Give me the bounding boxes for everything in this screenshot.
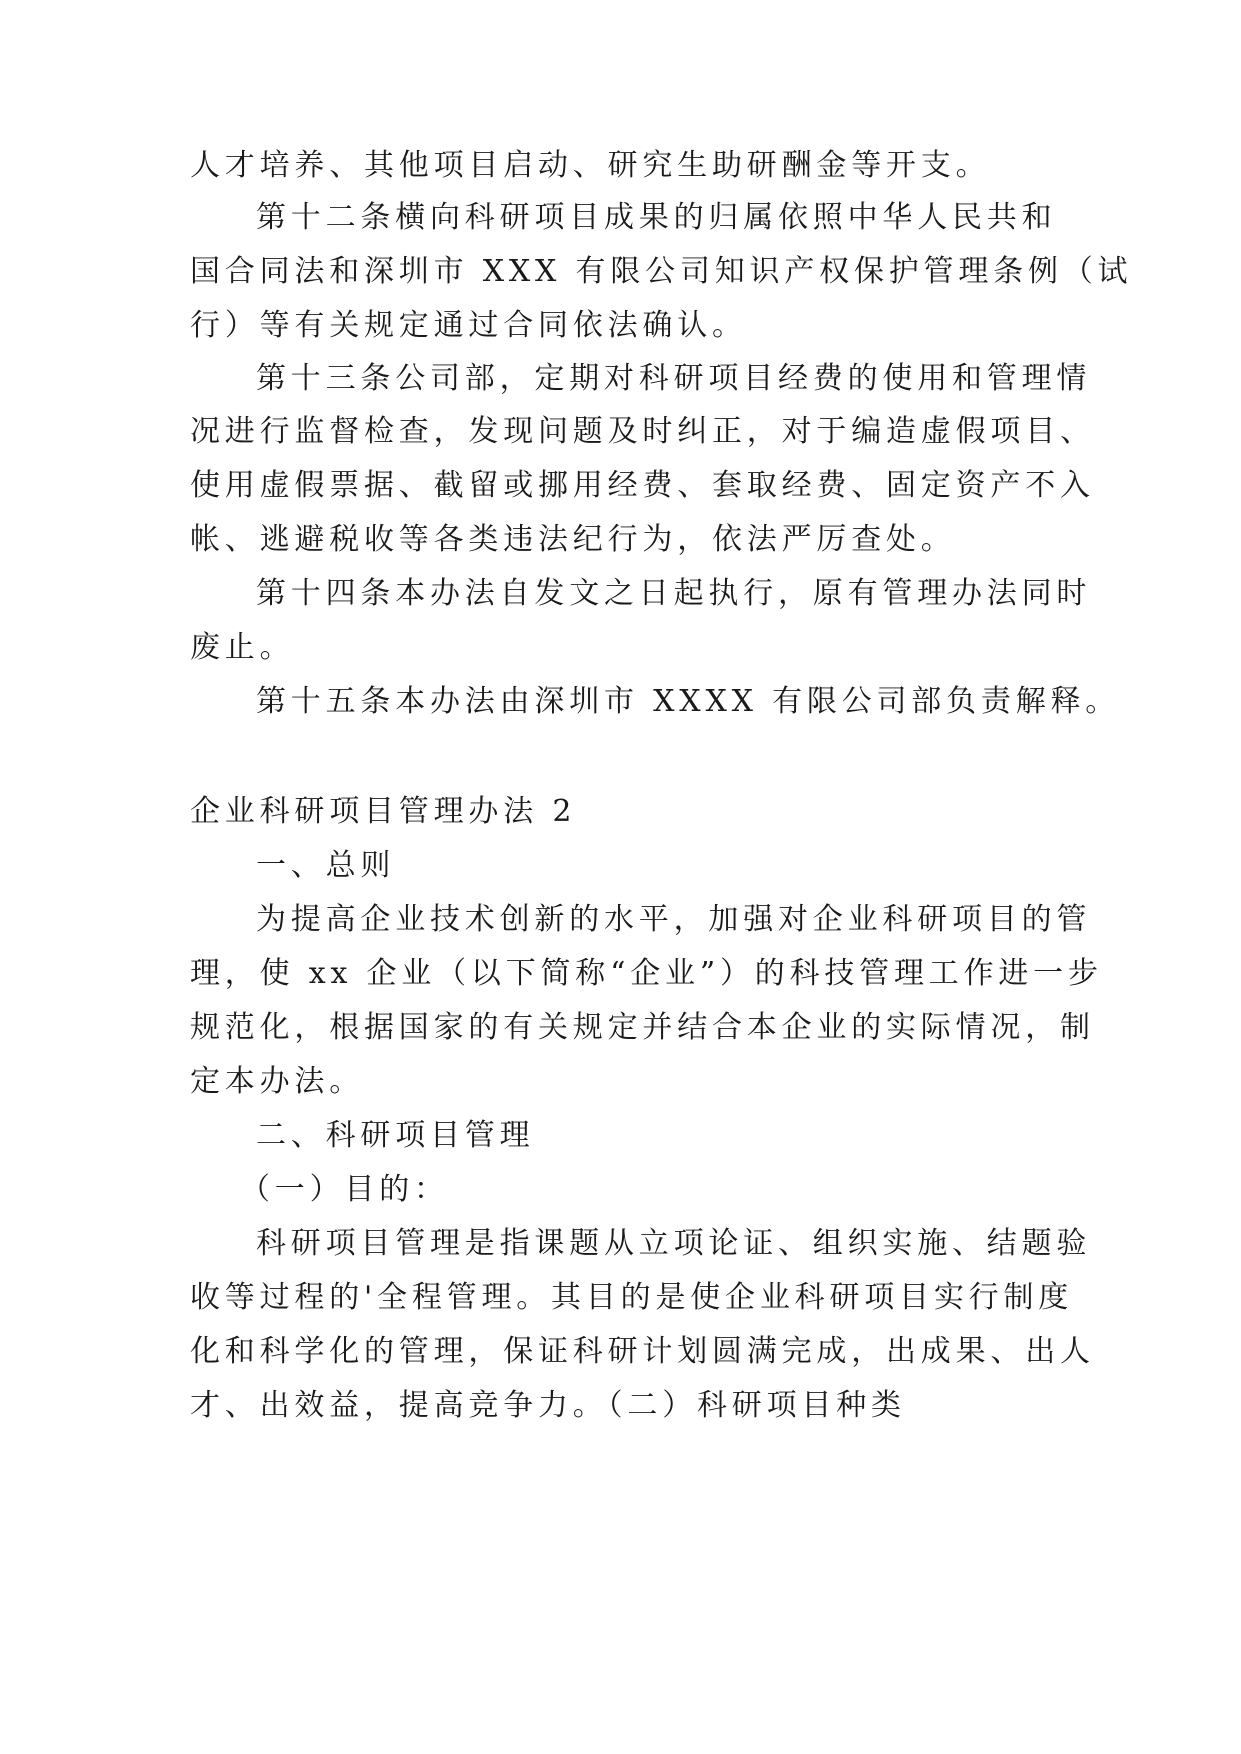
text-line: 国合同法和深圳市 XXX 有限公司知识产权保护管理条例（试 [190,254,1133,289]
article-15-text: 第十五条本办法由深圳市 XXXX 有限公司部负责解释。 [256,684,1121,719]
text-line: 废止。 [190,630,295,665]
paragraph-start: 为提高企业技术创新的水平，加强对企业科研项目的管 [256,902,1092,937]
section-title: 企业科研项目管理办法 2 [190,794,577,829]
article-14-text: 第十四条本办法自发文之日起执行，原有管理办法同时 [256,576,1092,611]
subheading-purpose: （一）目的： [240,1172,449,1207]
text-line: 行）等有关规定通过合同依法确认。 [190,308,747,343]
article-12-text: 第十二条横向科研项目成果的归属依照中华人民共和 [256,200,1057,235]
paragraph-start: 科研项目管理是指课题从立项论证、组织实施、结题验 [256,1226,1092,1261]
text-line: 收等过程的'全程管理。其目的是使企业科研项目实行制度 [190,1280,1074,1315]
text-line: 才、出效益，提高竞争力。（二）科研项目种类 [190,1388,906,1423]
text-line: 帐、逃避税收等各类违法纪行为，依法严厉查处。 [190,522,956,557]
heading-general-principles: 一、总则 [256,848,396,883]
text-line: 使用虚假票据、截留或挪用经费、套取经费、固定资产不入 [190,468,1095,503]
text-line: 理，使 xx 企业（以下简称“企业”）的科技管理工作进一步 [190,956,1103,991]
text-line: 规范化，根据国家的有关规定并结合本企业的实际情况，制 [190,1010,1095,1045]
text-line: 化和科学化的管理，保证科研计划圆满完成，出成果、出人 [190,1334,1095,1369]
article-13-text: 第十三条公司部，定期对科研项目经费的使用和管理情 [256,361,1092,396]
text-line: 况进行监督检查，发现问题及时纠正，对于编造虚假项目、 [190,414,1095,449]
text-line: 人才培养、其他项目启动、研究生助研酬金等开支。 [190,148,991,183]
heading-project-management: 二、科研项目管理 [256,1118,535,1153]
text-line: 定本办法。 [190,1064,364,1099]
